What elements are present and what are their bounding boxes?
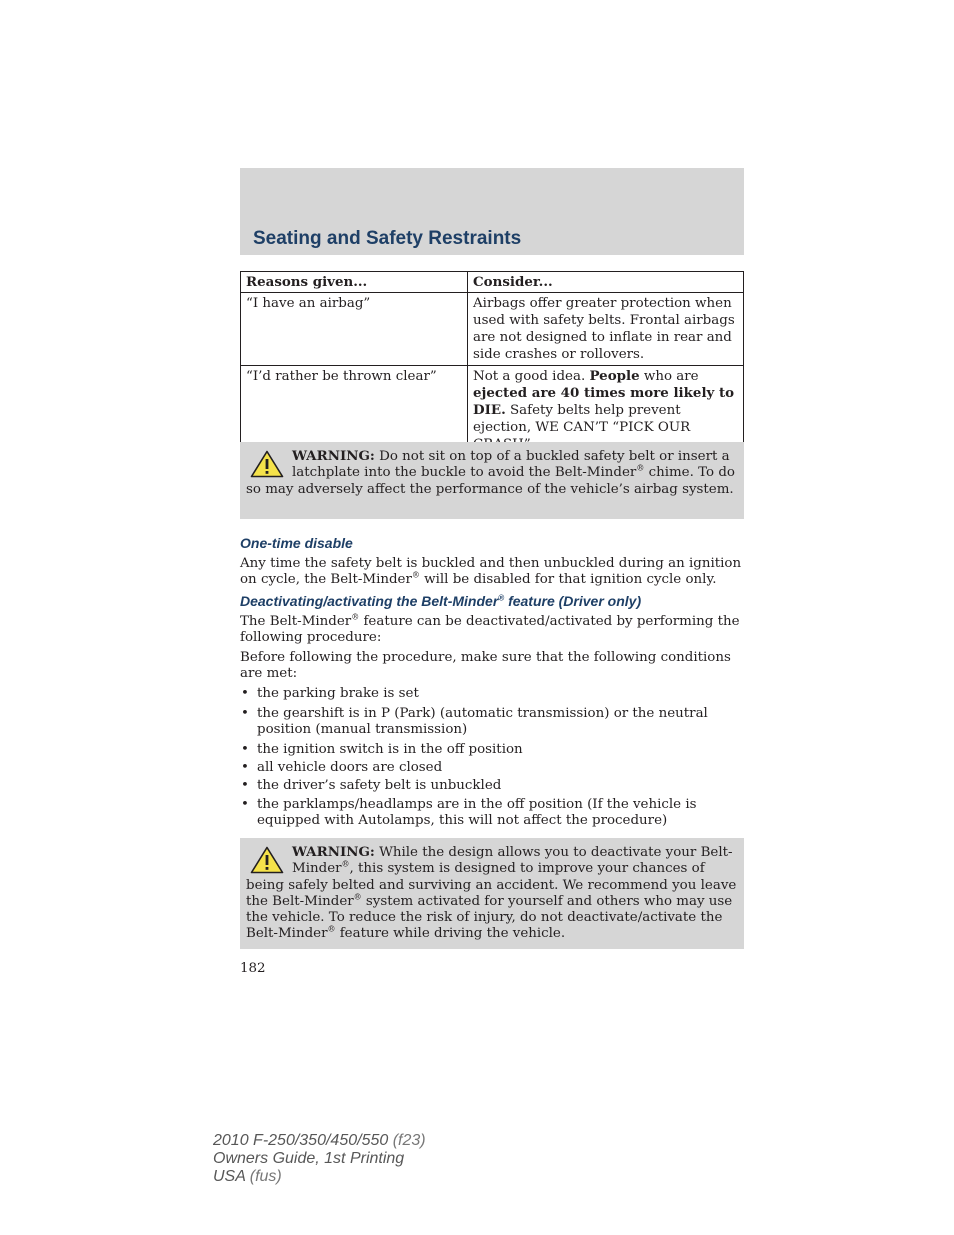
bullet-glyph: • <box>241 778 249 793</box>
document-footer <box>213 1132 426 1186</box>
body-text: Any time the safety belt is buckled and then unbuckled during an ignition on cycle, the Belt-Minder <box>240 556 742 588</box>
registered-mark: ® <box>351 612 360 622</box>
reasons-table <box>240 271 744 456</box>
condition-text: the parking brake is set <box>257 686 419 701</box>
footer-model: 2010 F-250/350/450/550 <box>213 1132 389 1149</box>
warning-text: feature while driving the vehicle. <box>335 926 566 942</box>
table-cell-reason: “I have an airbag” <box>241 293 468 366</box>
list-item <box>240 742 744 758</box>
condition-text: the ignition switch is in the off position <box>257 742 523 757</box>
warning-triangle-icon <box>250 846 284 874</box>
consider-bold-text: ejected are 40 times more likely to DIE. <box>473 385 735 418</box>
bullet-glyph: • <box>241 706 249 721</box>
one-time-disable-heading: One-time disable <box>240 535 353 551</box>
registered-mark: ® <box>353 892 362 902</box>
registered-mark: ® <box>327 925 336 935</box>
table-row <box>241 293 744 366</box>
consider-text: who are <box>639 369 699 384</box>
list-item <box>240 778 744 794</box>
bullet-glyph: • <box>241 760 249 775</box>
page-number: 182 <box>240 961 266 976</box>
list-item <box>240 760 744 776</box>
warning-box <box>240 442 744 519</box>
table-header-reasons: Reasons given... <box>241 272 468 293</box>
body-text: will be disabled for that ignition cycle only. <box>419 572 717 588</box>
footer-line-model <box>213 1132 426 1150</box>
warning-text: system activated for yourself and others who may use the vehicle. To reduce the risk of injury, do not deactivate/activate the Belt-Minder <box>246 893 733 942</box>
condition-text: the parklamps/headlamps are in the off position (If the vehicle is equipped with Autolamps, this will not affect the procedure) <box>257 797 697 829</box>
warning-label: WARNING: <box>292 844 375 860</box>
warning-text: , this system is designed to improve your chances of being safely belted and surviving an accident. We recommend you leave the Belt-Minder <box>246 861 737 909</box>
list-item <box>240 686 744 702</box>
table-cell-reason: “I’d rather be thrown clear” <box>241 366 468 456</box>
registered-mark: ® <box>498 593 505 603</box>
bullet-glyph: • <box>241 742 249 757</box>
footer-model-code: (f23) <box>388 1132 426 1149</box>
body-text: feature can be deactivated/activated by performing the following procedure: <box>240 614 740 646</box>
section-title: Seating and Safety Restraints <box>253 228 522 249</box>
table-header-row <box>241 272 744 293</box>
registered-mark: ® <box>411 570 420 580</box>
list-item <box>240 797 744 830</box>
consider-text: Safety belts help prevent ejection, WE CAN’T “PICK OUR <box>473 403 691 435</box>
registered-mark: ® <box>341 859 350 869</box>
warning-text: Do not sit on top of a buckled safety belt or insert a latchplate into the buckle to avoid the Belt-Minder <box>292 449 730 481</box>
conditions-intro: Before following the procedure, make sure that the following conditions are met: <box>240 650 731 682</box>
warning-box <box>240 838 744 949</box>
bullet-glyph: • <box>241 797 249 812</box>
deactivating-heading <box>240 593 641 609</box>
warning-text: While the design allows you to deactivate your Belt-Minder <box>292 845 733 877</box>
list-item <box>240 706 744 739</box>
warning-text: chime. To do so may adversely affect the performance of the vehicle’s airbag system. <box>246 465 735 497</box>
bullet-glyph: • <box>241 686 249 701</box>
table-header-consider: Consider... <box>468 272 744 293</box>
condition-text: all vehicle doors are closed <box>257 760 443 775</box>
warning-triangle-icon <box>250 450 284 478</box>
body-text: The Belt-Minder <box>240 614 352 629</box>
registered-mark: ® <box>636 463 645 473</box>
condition-text: the driver’s safety belt is unbuckled <box>257 778 502 793</box>
condition-text: the gearshift is in P (Park) (automatic transmission) or the neutral position (manual transmission) <box>257 706 708 738</box>
warning-label: WARNING: <box>292 448 375 464</box>
heading-text: Deactivating/activating the Belt-Minder <box>240 593 499 609</box>
heading-text: feature (Driver only) <box>504 593 642 609</box>
footer-line-market <box>213 1168 426 1186</box>
consider-bold-text: People <box>589 368 640 384</box>
consider-text: Not a good idea. <box>473 369 590 384</box>
footer-market-code: (fus) <box>245 1168 282 1185</box>
footer-line-printing: Owners Guide, 1st Printing <box>213 1150 405 1167</box>
footer-market: USA <box>213 1168 246 1185</box>
deactivating-intro <box>240 614 744 647</box>
one-time-disable-text <box>240 556 744 589</box>
table-cell-consider: Airbags offer greater protection when used with safety belts. Frontal airbags are not designed to inflate in rear and side crashes or rollovers. <box>468 293 744 366</box>
